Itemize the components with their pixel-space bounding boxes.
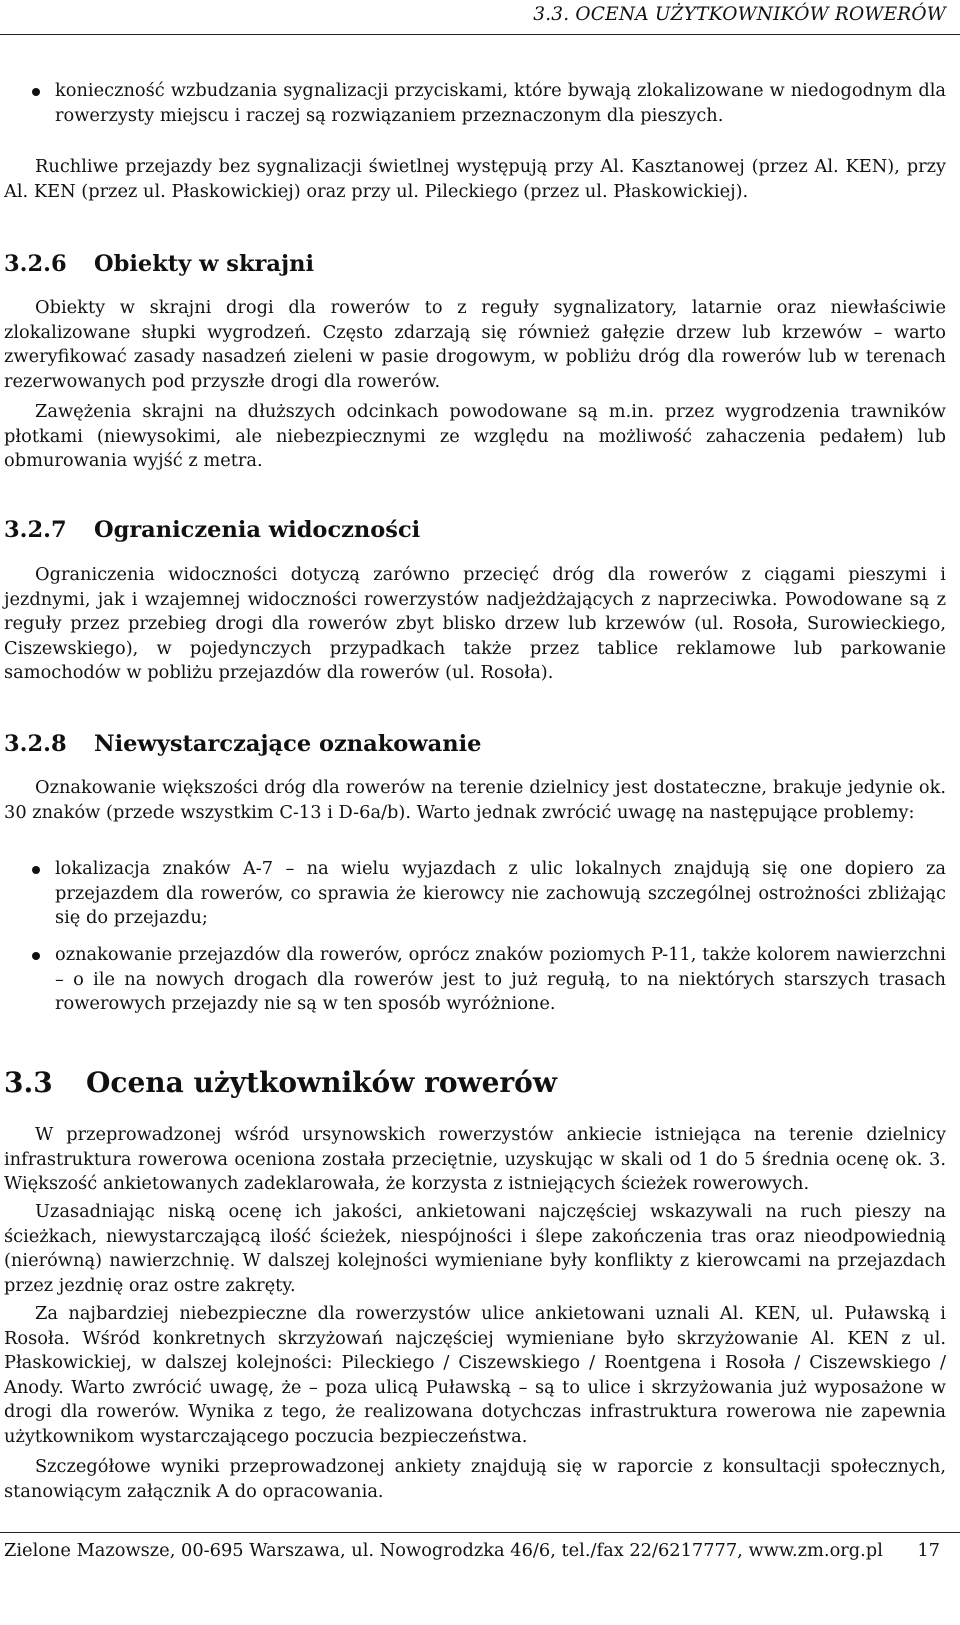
paragraph: Ograniczenia widoczności dotyczą zarówno przecięć dróg dla rowerów z ciągami pieszymi i jezdnymi, jak i wzajemnej widoczności rowerzystów nadjeżdżających z naprzeciwka. Powodowane są z reguły przez przebieg drogi dla rowerów zbyt blisko drzew lub krzewów (ul. Rosoła, Surowieckiego, Ciszewskiego), w pojedynczych przypadkach także przez tablice reklamowe lub parkowanie samochodów w pobliżu przejazdów dla rowerów (ul. Rosoła). [4,564,946,683]
section-heading-3-2-7 [4,517,420,543]
paragraph: Obiekty w skrajni drogi dla rowerów to z reguły sygnalizatory, latarnie oraz niewłaściwie zlokalizowane słupki wygrodzeń. Często zdarzają się również gałęzie drzew lub krzewów – warto zweryfikować zasady nasadzeń zieleni w pasie drogowym, w pobliżu dróg dla rowerów lub w terenach rezerwowanych pod przyszłe drogi dla rowerów. [4,297,946,392]
footer [4,1540,946,1561]
list-item-text: konieczność wzbudzania sygnalizacji przyciskami, które bywają zlokalizowane w niedogodnym dla rowerzysty miejscu i raczej są rozwiązaniem przeznaczonym dla pieszych. [55,80,946,126]
paragraph: Ruchliwe przejazdy bez sygnalizacji świetlnej występują przy Al. Kasztanowej (przez Al. KEN), przy Al. KEN (przez ul. Płaskowickiej) oraz przy ul. Pileckiego (przez ul. Płaskowickiej). [4,156,946,202]
page-number: 17 [917,1540,940,1561]
bullet-icon [32,866,40,874]
section-heading-3-3 [4,1066,557,1099]
paragraph: Szczegółowe wyniki przeprowadzonej ankiety znajdują się w raporcie z konsultacji społecznych, stanowiącym załącznik A do opracowania. [4,1456,946,1502]
paragraph: Uzasadniając niską ocenę ich jakości, ankietowani najczęściej wskazywali na ruch pieszy na ścieżkach, niewystarczającą ilość ścieżek, niespójności i ślepe zakończenia tras oraz nieodpowiednią (nierówną) nawierzchnię. W dalszej kolejności wymieniane były konflikty z kierowcami na przejazdach przez jezdnię oraz ostre zakręty. [4,1201,946,1296]
list-item [0,79,946,128]
running-header: 3.3. OCENA UŻYTKOWNIKÓW ROWERÓW [533,4,946,25]
bullet-icon [32,88,40,96]
list-item-text: oznakowanie przejazdów dla rowerów, oprócz znaków poziomych P-11, także kolorem nawierzchni – o ile na nowych drogach dla rowerów jest to już regułą, to na niektórych starszych trasach rowerowych przejazdy nie są w ten sposób wyróżnione. [55,944,946,1014]
footer-address: Zielone Mazowsze, 00-695 Warszawa, ul. Nowogrodzka 46/6, tel./fax 22/6217777, www.zm.org.pl [4,1540,883,1561]
footer-rule [0,1532,960,1533]
list-item [0,943,946,1017]
bullet-icon [32,952,40,960]
section-title: Ocena użytkowników rowerów [86,1066,557,1099]
section-title: Ograniczenia widoczności [94,517,421,543]
section-number: 3.2.8 [4,731,67,757]
section-title: Niewystarczające oznakowanie [94,731,482,757]
section-title: Obiekty w skrajni [94,251,315,277]
header-rule [0,34,960,35]
section-number: 3.3 [4,1066,53,1099]
list-item-text: lokalizacja znaków A-7 – na wielu wyjazdach z ulic lokalnych znajdują się one dopiero za przejazdem dla rowerów, co sprawia że kierowcy nie zachowują szczególnej ostrożności zbliżając się do przejazdu; [55,858,946,928]
section-heading-3-2-6 [4,251,314,277]
section-number: 3.2.7 [4,517,67,543]
paragraph: Zawężenia skrajni na dłuższych odcinkach powodowane są m.in. przez wygrodzenia trawników płotkami (niewysokimi, ale niebezpiecznymi ze względu na możliwość zahaczenia pedałem) lub obmurowania wyjść z metra. [4,401,946,471]
section-heading-3-2-8 [4,731,481,757]
section-number: 3.2.6 [4,251,67,277]
paragraph: Za najbardziej niebezpieczne dla rowerzystów ulice ankietowani uznali Al. KEN, ul. Puławską i Rosoła. Wśród konkretnych skrzyżowań najczęściej wymieniane było skrzyżowanie Al. KEN z ul. Płaskowickiej, w dalszej kolejności: Pileckiego / Ciszewskiego / Roentgena i Rosoła / Ciszewskiego / Anody. Warto zwrócić uwagę, że – poza ulicą Puławską – są to ulice i skrzyżowania już wyposażone w drogi dla rowerów. Wynika z tego, że realizowana dotychczas infrastruktura rowerowa nie zapewnia użytkownikom wystarczającego poczucia bezpieczeństwa. [4,1303,946,1447]
paragraph: Oznakowanie większości dróg dla rowerów na terenie dzielnicy jest dostateczne, brakuje jedynie ok. 30 znaków (przede wszystkim C-13 i D-6a/b). Warto jednak zwrócić uwagę na następujące problemy: [4,777,946,823]
paragraph: W przeprowadzonej wśród ursynowskich rowerzystów ankiecie istniejąca na terenie dzielnicy infrastruktura rowerowa oceniona została przeciętnie, uzyskując w skali od 1 do 5 średnia ocenę ok. 3. Większość ankietowanych zadeklarowała, że korzysta z istniejących ścieżek rowerowych. [4,1124,946,1194]
list-item [0,857,946,931]
